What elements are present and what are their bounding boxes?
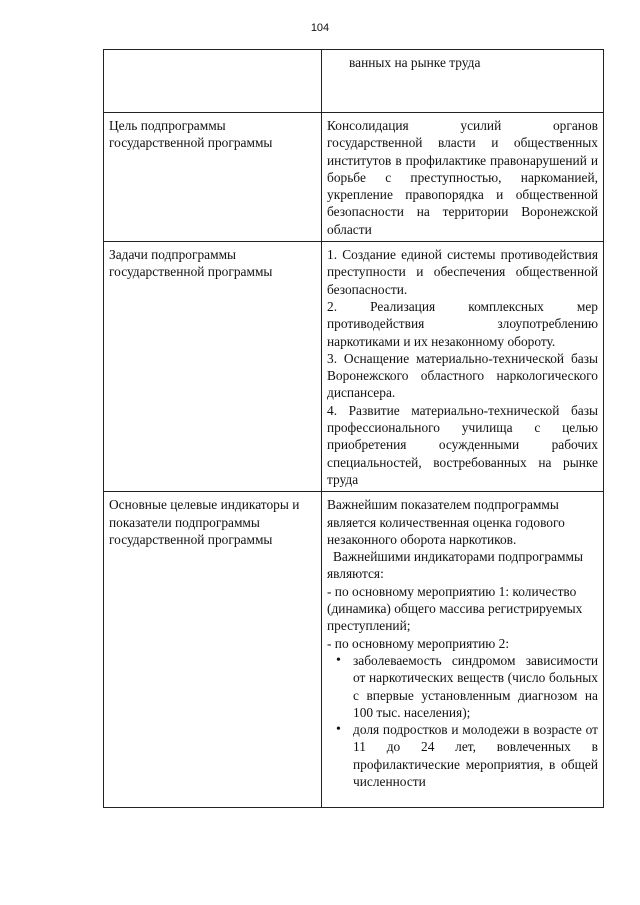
tasks-list: [322, 242, 604, 492]
goal-text: Консолидация усилий органов государственной власти и общественных институтов в профилактике правонарушений и борьбе с преступностью, наркоманией, укрепление правопорядка и общественной безопасности на территории Воронежской области: [322, 113, 604, 242]
list-item: • заболеваемость синдромом зависимости от наркотических веществ (число больных с впервые установленным диагнозом на 100 тыс. населения);: [353, 652, 598, 721]
list-item: • доля подростков и молодежи в возрасте от 11 до 24 лет, вовлеченных в профилактические мероприятия, в общей численности: [353, 721, 598, 790]
task-item: 3. Оснащение материально-технической базы Воронежского областного наркологического диспансера.: [327, 350, 598, 401]
tasks-label: Задачи подпрограммы государственной программы: [104, 242, 322, 492]
measure-2-text: - по основному мероприятию 2:: [327, 635, 510, 651]
row-value: [322, 50, 604, 113]
continuation-text: ванных на рынке труда: [349, 55, 481, 70]
indicators-heading: Важнейшими индикаторами подпрограммы являются:: [327, 549, 583, 582]
bullet-list: [327, 652, 598, 790]
indicators-text: [322, 492, 604, 808]
indicators-label: Основные целевые индикаторы и показатели подпрограммы государственной программы: [104, 492, 322, 808]
table-row: [104, 492, 604, 808]
table-row: [104, 242, 604, 492]
page-number: 104: [310, 22, 330, 34]
task-item: 2. Реализация комплексных мер противодействия злоупотреблению наркотиками и их незаконному обороту.: [327, 298, 598, 349]
task-item: 1. Создание единой системы противодействия преступности и обеспечения общественной безопасности.: [327, 247, 598, 297]
main-indicator-text: Важнейшим показателем подпрограммы является количественная оценка годового незаконного оборота наркотиков.: [327, 497, 565, 547]
table-row: [104, 50, 604, 113]
passport-table: [103, 49, 604, 808]
measure-1-text: - по основному мероприятию 1: количество (динамика) общего массива регистрируемых преступлений;: [327, 583, 583, 634]
task-item: 4. Развитие материально-технической базы профессионального училища с целью приобретения осужденными рабочих специальностей, востребованных на рынке труда: [327, 402, 598, 487]
table-row: [104, 113, 604, 242]
row-label: [104, 50, 322, 113]
goal-label: Цель подпрограммы государственной программы: [104, 113, 322, 242]
